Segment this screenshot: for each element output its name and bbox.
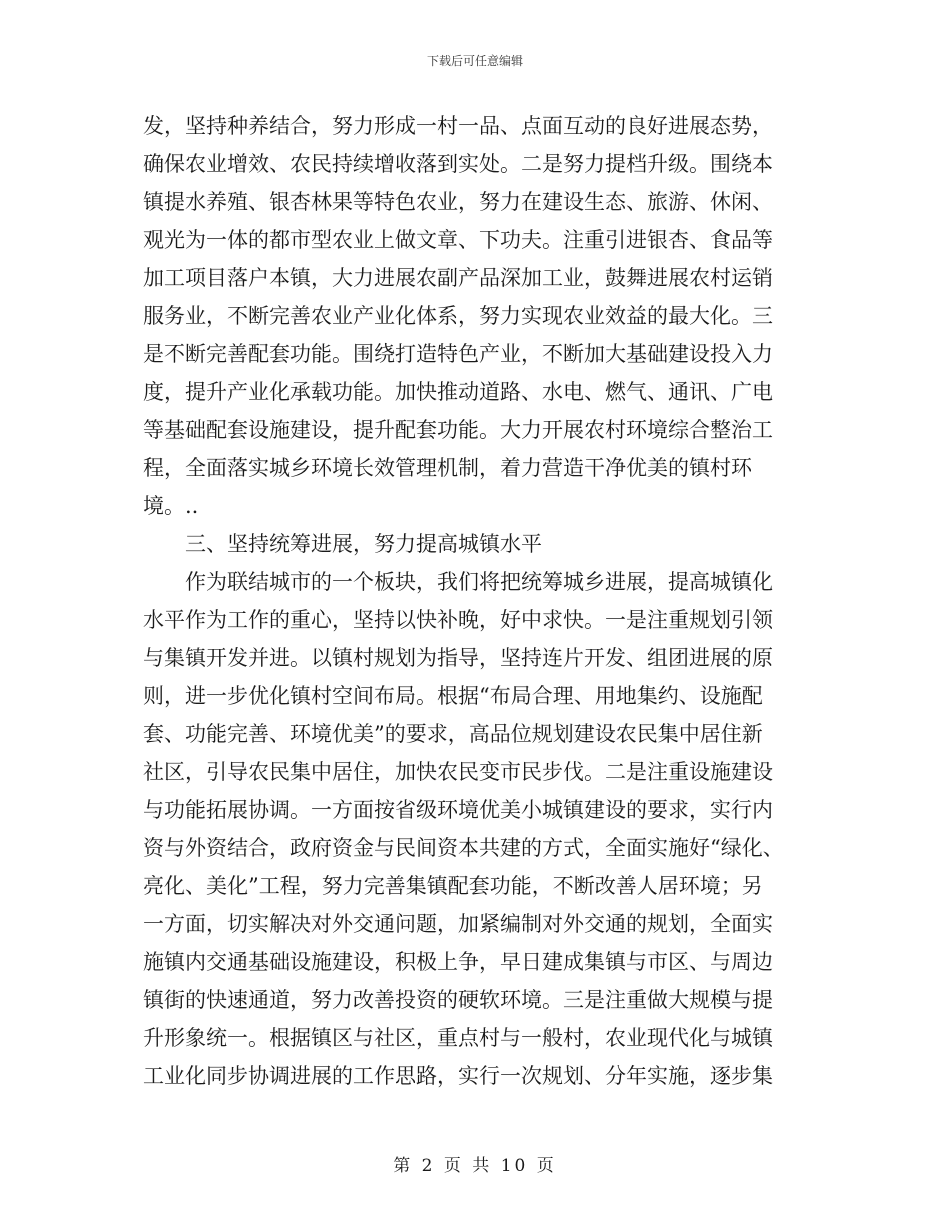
text-line: 水平作为工作的重心，坚持以快补晚，好中求快。一是注重规划引领 [143, 608, 773, 632]
text-line: 则，进一步优化镇村空间布局。根据“布局合理、用地集约、设施配 [143, 684, 763, 708]
text-line: 资与外资结合，政府资金与民间资本共建的方式，全面实施好“绿化、 [143, 836, 784, 860]
text-line: 等基础配套设施建设，提升配套功能。大力开展农村环境综合整治工 [143, 418, 773, 442]
text-line: 一方面，切实解决对外交通问题，加紧编制对外交通的规划，全面实 [143, 912, 773, 936]
text-line: 镇街的快速通道，努力改善投资的硬软环境。三是注重做大规模与提 [143, 988, 773, 1012]
page-header-note: 下载后可任意编辑 [426, 54, 523, 68]
text-line: 升形象统一。根据镇区与社区，重点村与一般村，农业现代化与城镇 [143, 1026, 773, 1050]
text-line: 工业化同步协调进展的工作思路，实行一次规划、分年实施，逐步集 [143, 1064, 773, 1088]
text-line: 程，全面落实城乡环境长效管理机制，着力营造干净优美的镇村环 [143, 456, 752, 480]
text-line: 社区，引导农民集中居住，加快农民变市民步伐。二是注重设施建设 [143, 760, 773, 784]
section-heading: 三、坚持统筹进展，努力提高城镇水平 [185, 532, 542, 556]
text-line: 度，提升产业化承载功能。加快推动道路、水电、燃气、通讯、广电 [143, 380, 773, 404]
text-line: 施镇内交通基础设施建设，积极上争，早日建成集镇与市区、与周边 [143, 950, 773, 974]
page-number-footer: 第 2 页 共 10 页 [393, 1156, 557, 1176]
text-line: 发，坚持种养结合，努力形成一村一品、点面互动的良好进展态势， [143, 114, 773, 138]
text-line: 观光为一体的都市型农业上做文章、下功夫。注重引进银杏、食品等 [143, 228, 773, 252]
text-line: 服务业，不断完善农业产业化体系，努力实现农业效益的最大化。三 [143, 304, 773, 328]
text-line: 作为联结城市的一个板块，我们将把统筹城乡进展，提高城镇化 [185, 570, 773, 594]
text-line: 镇提水养殖、银杏林果等特色农业，努力在建设生态、旅游、休闲、 [143, 190, 773, 214]
text-line: 套、功能完善、环境优美”的要求，高品位规划建设农民集中居住新 [143, 722, 763, 746]
text-line: 确保农业增效、农民持续增收落到实处。二是努力提档升级。围绕本 [143, 152, 773, 176]
text-line: 境。.. [143, 494, 199, 518]
text-line: 加工项目落户本镇，大力进展农副产品深加工业，鼓舞进展农村运销 [143, 266, 773, 290]
text-line: 是不断完善配套功能。围绕打造特色产业，不断加大基础建设投入力 [143, 342, 773, 366]
text-line: 与集镇开发并进。以镇村规划为指导，坚持连片开发、组团进展的原 [143, 646, 773, 670]
text-line: 亮化、美化”工程，努力完善集镇配套功能，不断改善人居环境；另 [143, 874, 763, 898]
text-line: 与功能拓展协调。一方面按省级环境优美小城镇建设的要求，实行内 [143, 798, 773, 822]
